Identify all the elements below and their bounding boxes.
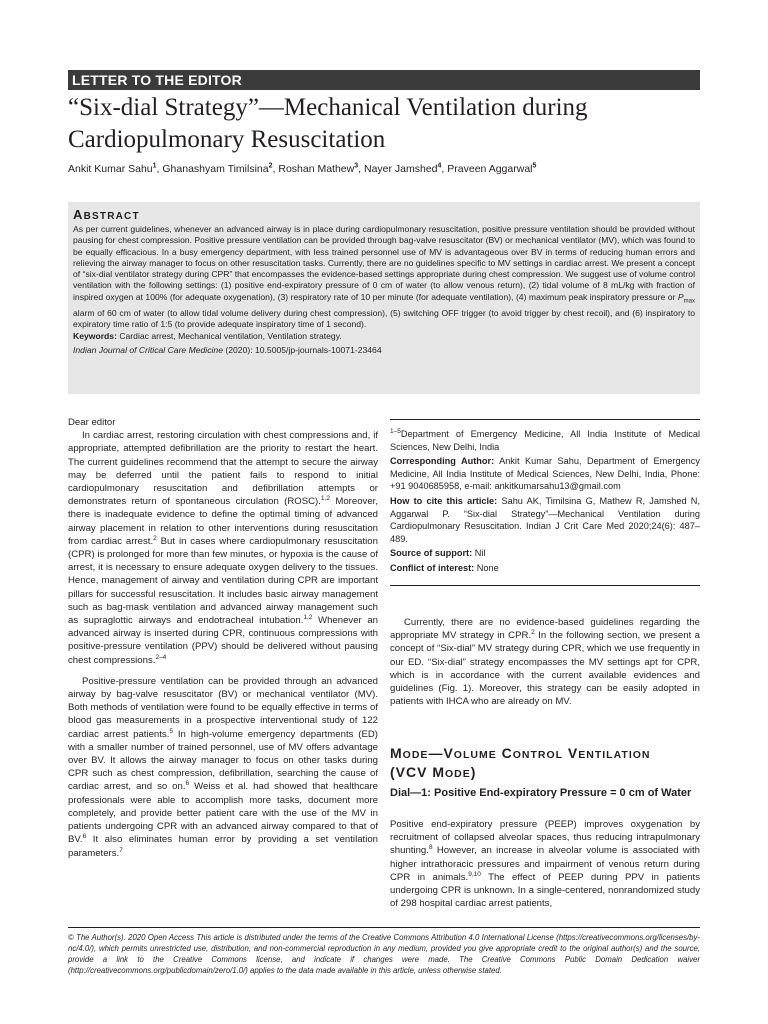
affiliation-department: $^{1-5}$Department of Emergency Medicine, All India Institute of Medical Sciences, New Delhi, India (390, 427, 700, 452)
author-name: Roshan Mathew (278, 163, 355, 175)
intro-paragraph: Currently, there are no evidence-based guidelines regarding the appropriate MV strategy in CPR.$^2$ In the following section, we present a concept of “Six-dial” MV strategy during CPR, which we use frequently in our ED. “Six-dial” strategy encompasses the MV settings apt for CPR, which is in accordance with the current available evidences and guidelines (Fig. 1). Moreover, this strategy can be easily adopted in patients with IHCA who are already on MV. (390, 617, 700, 708)
article-title: “Six-dial Strategy”—Mechanical Ventilation during Cardiopulmonary Resuscitation (68, 94, 588, 153)
author-list: Ankit Kumar Sahu$^1$, Ghanashyam Timilsina$^2$, Roshan Mathew$^3$, Nayer Jamshed$^4$, Praveen Aggarwal$^5$ (68, 162, 537, 175)
section-heading: MODE—VOLUME CONTROL VENTILATION (VCV MODE) (390, 745, 651, 780)
affiliation-box (390, 419, 700, 586)
article-type-banner: LETTER TO THE EDITOR (68, 70, 700, 90)
body-paragraph: Positive-pressure ventilation can be provided through an advanced airway by bag-valve resuscitator (BV) or mechanical ventilator (MV). Both methods of ventilation were found to be equally effective in terms of blood gas measurements in a prospective interventional study of 122 cardiac arrest patients.$^5$ In high-volume emergency departments (ED) with a smaller number of trained personnel, use of MV offers advantage over BV. It allows the airway manager to focus on other tasks during CPR such as chest compression, defibrillation, searching the cause of cardiac arrest, and so on.$^6$ Weiss et al. had showed that healthcare professionals were able to accomplish more tasks, document more completely, and provide better patient care with the use of the MV in patients undergoing CPR with an advanced airway compared to that of BV.$^6$ It also eliminates human error by providing a set ventilation parameters.$^7$ (68, 675, 378, 859)
conflict-of-interest: Conflict of interest: None (390, 562, 499, 573)
author-name: Ghanashyam Timilsina (162, 163, 269, 175)
left-column-body (68, 416, 378, 860)
author-affil-number: 1 (152, 162, 157, 170)
abstract-box (68, 202, 700, 394)
license-footnote: © The Author(s). 2020 Open Access This article is distributed under the terms of the Creative Commons Attribution 4.0 International License (https://creativecommons.org/licenses/by-nc/4.0/), which permits unrestricted use, distribution, and non-commercial reproduction in any medium, provided you give appropriate credit to the original author(s) and the source, provide a link to the Creative Commons license, and indicate if changes were made. The Creative Commons Public Domain Dedication waiver (http://creativecommons.org/publicdomain/zero/1.0/) applies to the data made available in this article, unless otherwise stated. (68, 927, 700, 976)
source-of-support: Source of support: Nil (390, 548, 486, 559)
subsection-heading: Dial—1: Positive End-expiratory Pressure = 0 cm of Water (390, 787, 692, 799)
abstract-body: As per current guidelines, whenever an advanced airway is in place during cardiopulmonary resuscitation, positive pressure ventilation should be provided without pausing for chest compression. Positive pressure ventilation can be provided through bag-valve resuscitator (BV) or mechanical ventilator (MV), which was found to be equally efficacious. In a busy emergency department, with less trained personnel use of MV is advantageous over BV in terms of reducing human errors and relieving the airway manager to focus on other resuscitation tasks. Currently, there are no guidelines specific to MV settings in cardiac arrest. We present a concept of “six-dial ventilator strategy during CPR” that encompasses the evidence-based settings appropriate during chest compression. We suggest use of volume control ventilation with the following settings: (1) positive end-expiratory pressure of 0 cm of water (to allow venous return), (2) tidal volume of 8 mL/kg with fraction of inspired oxygen at 100% (for adequate oxygenation), (3) respiratory rate of 10 per minute (for adequate ventilation), (4) maximum peak inspiratory pressure or $P_{max}$ alarm of 60 cm of water (to allow tidal volume delivery during chest compression), (5) switching OFF trigger (to avoid trigger by chest recoil), and (6) inspiratory to expiratory time ratio of 1:5 (to provide adequate inspiratory time of 1 second). (73, 224, 695, 330)
author-name: Ankit Kumar Sahu (68, 163, 153, 175)
author-affil-number: 4 (437, 162, 442, 170)
salutation: Dear editor (68, 417, 116, 428)
abstract-keywords: Keywords: Cardiac arrest, Mechanical ventilation, Ventilation strategy. (73, 331, 342, 342)
author-name: Nayer Jamshed (363, 163, 438, 175)
author-affil-number: 3 (354, 162, 359, 170)
abstract-citation: Indian Journal of Critical Care Medicine (2020): 10.5005/jp-journals-10071-23464 (73, 344, 382, 355)
abstract-heading: ABSTRACT (73, 207, 140, 222)
body-paragraph: In cardiac arrest, restoring circulation with chest compressions and, if appropriate, attempted defibrillation are the priority to restart the heart. The current guidelines recommend that the attempt to secure the airway may be deferred until the patient fails to respond to initial cardiopulmonary resuscitation and defibrillation attempts or demonstrates return of spontaneous circulation (ROSC).$^{1,2}$ Moreover, there is inadequate evidence to define the optimal timing of advanced airway placement in relation to other interventions during resuscitation from cardiac arrest.$^2$ But in cases where cardiopulmonary resuscitation (CPR) is prolonged for more than few minutes, or hypoxia is the cause of arrest, it is necessary to ensure adequate oxygen delivery to the tissues. Hence, management of airway and ventilation during CPR are important pillars for successful resuscitation. It includes basic airway management such as bag-mask ventilation and advanced airway management such as supraglottic airways and endotracheal intubation.$^{1,2}$ Whenever an advanced airway is inserted during CPR, continuous compressions with positive-pressure ventilation (PPV) should be delivered without pausing chest compressions.$^{2-4}$ (68, 430, 378, 666)
author-name: Praveen Aggarwal (447, 163, 533, 175)
dial-paragraph: Positive end-expiratory pressure (PEEP) improves oxygenation by recruitment of collapsed alveolar spaces, thus reducing intrapulmonary shunting.$^8$ However, an increase in alveolar volume is associated with higher intrathoracic pressures and impairment of venous return during CPR in animals.$^{9,10}$ The effect of PEEP during PPV in patients undergoing CPR is unknown. In a single-centered, nonrandomized study of 298 hospital cardiac arrest patients, (390, 819, 700, 910)
corresponding-author: Corresponding Author: Ankit Kumar Sahu, Department of Emergency Medicine, All India Institute of Medical Sciences, New Delhi, India, Phone: +91 9040685958, e-mail: ankitkumarsahu13@gmail.com (390, 456, 700, 492)
author-affil-number: 2 (268, 162, 273, 170)
author-affil-number: 5 (532, 162, 537, 170)
how-to-cite: How to cite this article: Sahu AK, Timilsina G, Mathew R, Jamshed N, Aggarwal P. “Six-dial Strategy”—Mechanical Ventilation during Cardiopulmonary Resuscitation. Indian J Crit Care Med 2020;24(6): 487–489. (390, 495, 700, 544)
